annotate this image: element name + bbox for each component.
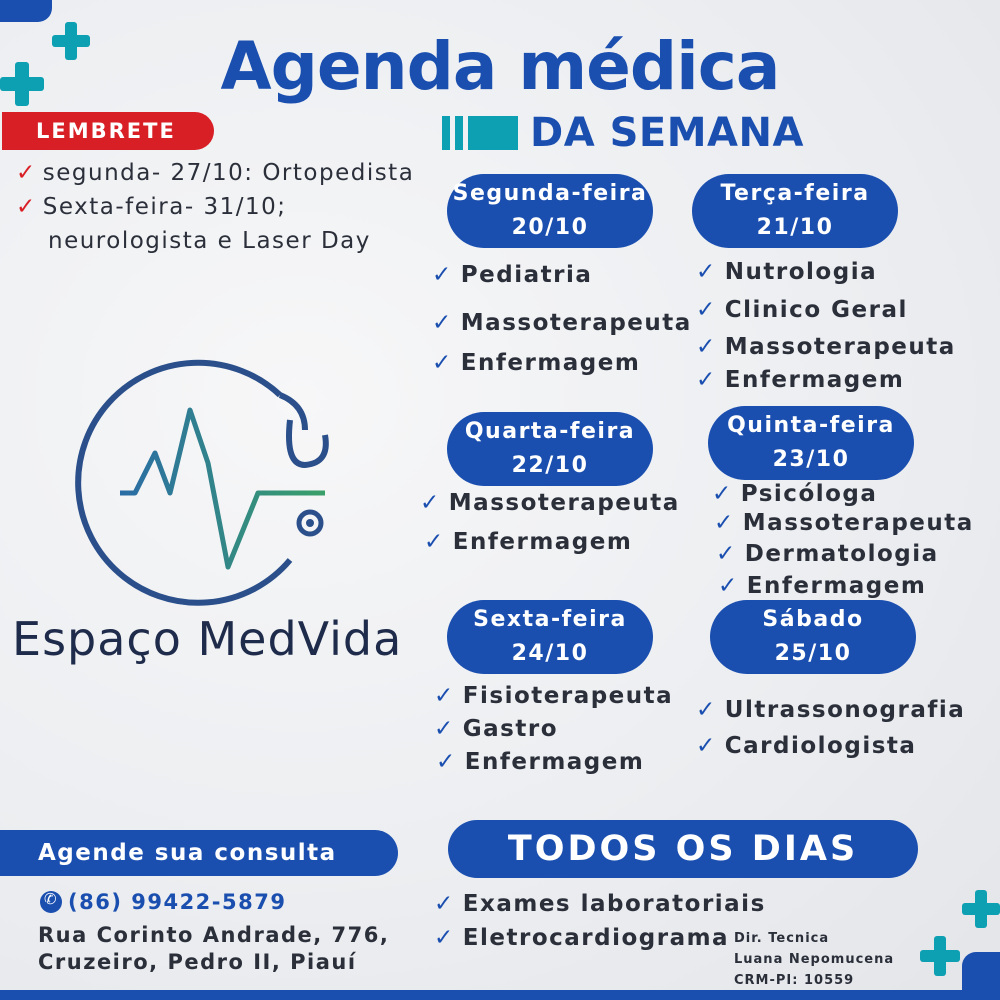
check-icon: ✓ [434, 716, 455, 742]
schedule-cta[interactable]: Agende sua consulta [0, 830, 398, 876]
check-icon: ✓ [432, 350, 453, 376]
plus-icon [920, 936, 960, 976]
check-icon: ✓ [696, 259, 717, 285]
brand-name: Espaço MedVida [12, 612, 403, 666]
day-pill-saturday: Sábado 25/10 [710, 600, 916, 674]
service-item: ✓ Enfermagem [718, 573, 927, 599]
stethoscope-logo-icon [60, 355, 350, 615]
check-icon: ✓ [16, 194, 37, 220]
service-item: ✓ Massoterapeuta [696, 334, 956, 360]
service-item: ✓ Fisioterapeuta [434, 683, 674, 709]
check-icon: ✓ [420, 490, 441, 516]
reminder-item: ✓ Sexta-feira- 31/10; [16, 194, 287, 220]
corner-decoration [0, 0, 52, 22]
reminder-badge: LEMBRETE [2, 112, 214, 150]
check-icon: ✓ [434, 891, 455, 917]
check-icon: ✓ [714, 510, 735, 536]
check-icon: ✓ [718, 573, 739, 599]
service-item: ✓ Pediatria [432, 262, 593, 288]
day-pill-thursday: Quinta-feira 23/10 [708, 406, 914, 480]
check-icon: ✓ [696, 697, 717, 723]
subtitle-row [442, 112, 804, 154]
service-item: ✓ Massoterapeuta [420, 490, 680, 516]
day-pill-tuesday: Terça-feira 21/10 [692, 174, 898, 248]
service-item: ✓ Eletrocardiograma [434, 925, 730, 951]
check-icon: ✓ [696, 733, 717, 759]
day-pill-wednesday: Quarta-feira 22/10 [447, 412, 653, 486]
service-item: ✓ Enfermagem [424, 529, 633, 555]
check-icon: ✓ [434, 683, 455, 709]
check-icon: ✓ [16, 160, 37, 186]
page-subtitle: DA SEMANA [530, 110, 804, 156]
service-item: ✓ Exames laboratoriais [434, 891, 766, 917]
plus-icon [962, 890, 1000, 928]
address: Rua Corinto Andrade, 776, Cruzeiro, Pedro II, Piauí [38, 923, 390, 974]
check-icon: ✓ [432, 310, 453, 336]
check-icon: ✓ [432, 262, 453, 288]
phone-number[interactable]: ✆ (86) 99422-5879 [40, 890, 286, 914]
service-item: ✓ Dermatologia [716, 541, 939, 567]
check-icon: ✓ [424, 529, 445, 555]
bars-icon [442, 116, 518, 150]
check-icon: ✓ [696, 334, 717, 360]
service-item: ✓ Gastro [434, 716, 559, 742]
service-item: ✓ Massoterapeuta [432, 310, 692, 336]
service-item: ✓ Enfermagem [432, 350, 641, 376]
service-item: ✓ Clinico Geral [696, 297, 908, 323]
page-title: Agenda médica [220, 28, 780, 105]
service-item: ✓ Ultrassonografia [696, 697, 966, 723]
everyday-banner: TODOS OS DIAS [448, 820, 918, 878]
service-item: ✓ Nutrologia [696, 259, 878, 285]
service-item: ✓ Massoterapeuta [714, 510, 974, 536]
service-item: ✓ Enfermagem [696, 367, 905, 393]
technical-director-credit: Dir. Tecnica Luana Nepomucena CRM-PI: 10559 [734, 931, 895, 988]
reminder-item: ✓ segunda- 27/10: Ortopedista [16, 160, 415, 186]
service-item: ✓ Cardiologista [696, 733, 917, 759]
service-item: ✓ Enfermagem [436, 749, 645, 775]
check-icon: ✓ [436, 749, 457, 775]
check-icon: ✓ [696, 297, 717, 323]
check-icon: ✓ [696, 367, 717, 393]
day-pill-friday: Sexta-feira 24/10 [447, 600, 653, 674]
check-icon: ✓ [712, 481, 733, 507]
bottom-bar [0, 990, 1000, 1000]
day-pill-monday: Segunda-feira 20/10 [447, 174, 653, 248]
check-icon: ✓ [434, 925, 455, 951]
check-icon: ✓ [716, 541, 737, 567]
service-item: ✓ Psicóloga [712, 481, 878, 507]
whatsapp-icon [40, 891, 62, 913]
reminder-item-continued: neurologista e Laser Day [48, 228, 371, 254]
